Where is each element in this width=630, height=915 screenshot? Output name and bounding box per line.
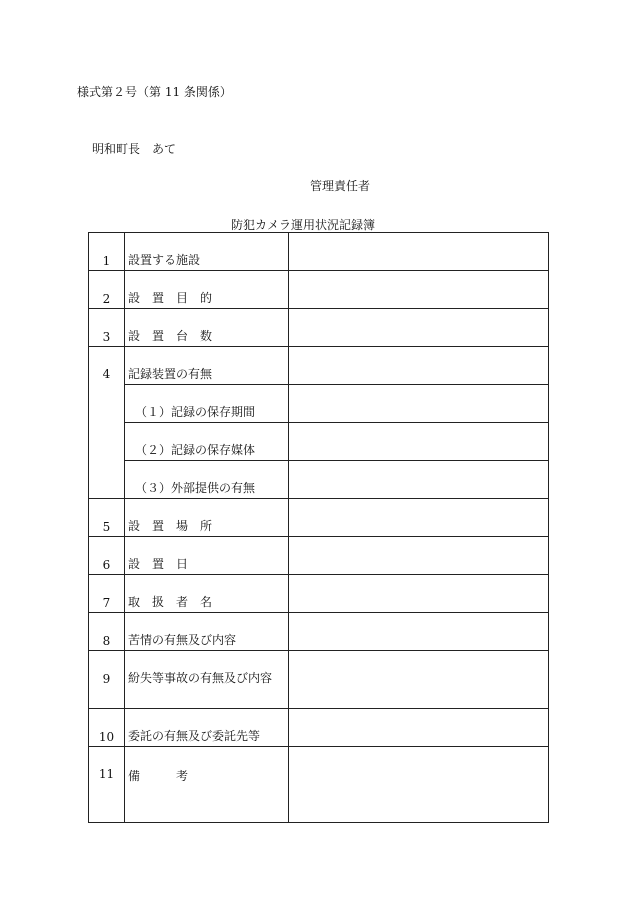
value-cell[interactable] [289,575,549,613]
row-label: 記録装置の有無 [125,347,289,385]
sub-label-text: （３）外部提供の有無 [135,481,256,495]
addressee: 明和町長 あて [92,142,177,156]
sub-row-label [125,461,289,499]
value-cell[interactable] [289,233,549,271]
row-label: 備 考 [125,747,289,823]
document-title: 防犯カメラ運用状況記録簿 [231,218,376,232]
table-row [89,347,549,385]
row-number: 11 [89,747,125,823]
table-row [89,613,549,651]
row-label: 設置する施設 [125,233,289,271]
row-label: 取 扱 者 名 [125,575,289,613]
table-row [89,499,549,537]
value-cell[interactable] [289,651,549,709]
row-number: 1 [89,233,125,271]
row-number: 3 [89,309,125,347]
table-row [89,461,549,499]
table-row [89,423,549,461]
value-cell[interactable] [289,271,549,309]
table-row [89,709,549,747]
value-cell[interactable] [289,747,549,823]
value-cell[interactable] [289,499,549,537]
table-row [89,385,549,423]
value-cell[interactable] [289,461,549,499]
sub-label-text: （１）記録の保存期間 [135,405,256,419]
sub-row-label [125,385,289,423]
form-number: 様式第２号（第 11 条関係） [77,85,232,99]
row-number: 6 [89,537,125,575]
row-number: 9 [89,651,125,709]
value-cell[interactable] [289,347,549,385]
row-label: 委託の有無及び委託先等 [125,709,289,747]
row-label: 設 置 台 数 [125,309,289,347]
sub-label-text: （２）記録の保存媒体 [135,443,256,457]
row-label: 設 置 場 所 [125,499,289,537]
sub-row-label [125,423,289,461]
value-cell[interactable] [289,385,549,423]
table-row [89,271,549,309]
value-cell[interactable] [289,709,549,747]
row-label: 紛失等事故の有無及び内容 [125,651,289,709]
value-cell[interactable] [289,423,549,461]
administrator-label: 管理責任者 [310,179,371,193]
table-row [89,233,549,271]
table-row [89,309,549,347]
value-cell[interactable] [289,537,549,575]
row-number: 2 [89,271,125,309]
row-number: 5 [89,499,125,537]
table-row [89,537,549,575]
row-number: 7 [89,575,125,613]
table-row [89,575,549,613]
value-cell[interactable] [289,309,549,347]
row-number: 4 [89,347,125,499]
row-number: 8 [89,613,125,651]
row-label: 設 置 日 [125,537,289,575]
row-label: 苦情の有無及び内容 [125,613,289,651]
row-number: 10 [89,709,125,747]
table-row [89,651,549,709]
record-table [88,232,549,823]
table-row [89,747,549,823]
row-label: 設 置 目 的 [125,271,289,309]
value-cell[interactable] [289,613,549,651]
